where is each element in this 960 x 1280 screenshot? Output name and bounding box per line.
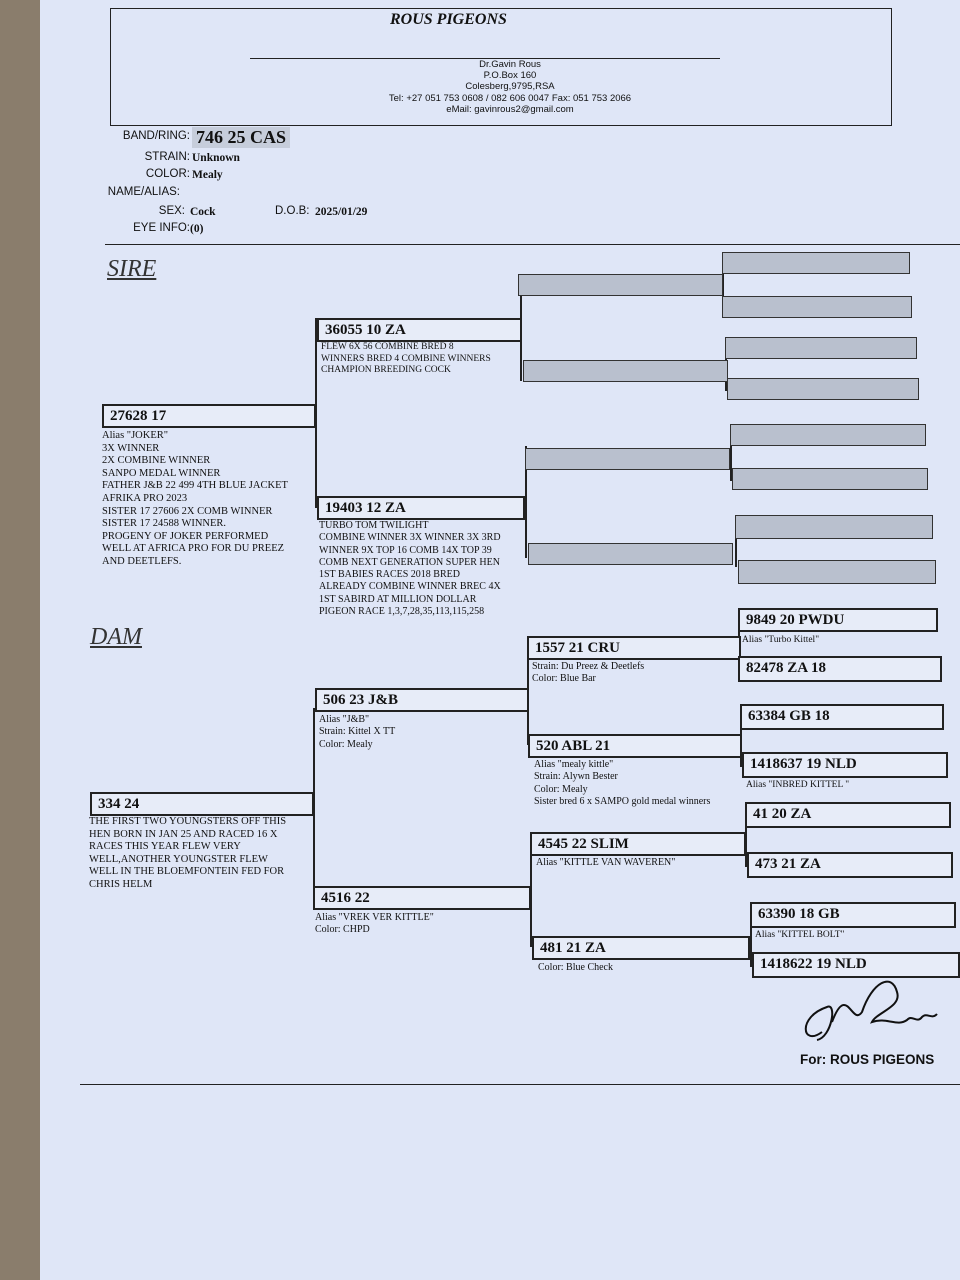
pedigree-sheet xyxy=(40,0,960,1280)
dam-fm-band-box: 520 ABL 21 xyxy=(528,734,742,758)
empty-ancestor-box xyxy=(722,252,910,274)
eye-label: EYE INFO: xyxy=(133,222,190,234)
contact-address-2: Colesberg,9795,RSA xyxy=(465,81,555,93)
dam-ffm-band-box: 82478 ZA 18 xyxy=(738,656,942,682)
contact-name: Dr.Gavin Rous xyxy=(479,59,541,70)
strain-label: STRAIN: xyxy=(144,151,190,163)
sire-father-notes: FLEW 6X 56 COMBINE BRED 8 WINNERS BRED 4 COMBINE WINNERS CHAMPION BREEDING COCK xyxy=(321,342,491,375)
dam-fmm-notes: Alias "INBRED KITTEL " xyxy=(746,780,850,790)
sire-mother-band-box: 19403 12 ZA xyxy=(317,496,525,520)
dob-value: 2025/01/29 xyxy=(315,206,368,218)
strain-value: Unknown xyxy=(192,152,240,164)
dam-fmm-band-box: 1418637 19 NLD xyxy=(742,752,948,778)
empty-ancestor-box xyxy=(738,560,936,584)
sex-label: SEX: xyxy=(158,205,185,217)
info-divider xyxy=(105,244,960,245)
dam-mm-band-box: 481 21 ZA xyxy=(532,936,750,960)
dam-mm-notes: Color: Blue Check xyxy=(538,962,613,973)
dam-mother-band-box: 4516 22 xyxy=(313,886,531,910)
dob-label: D.O.B: xyxy=(275,205,310,217)
empty-ancestor-box xyxy=(528,543,733,565)
sire-father-band-box: 36055 10 ZA xyxy=(317,318,522,342)
contact-address-1: P.O.Box 160 xyxy=(483,70,537,82)
contact-email: eMail: gavinrous2@gmail.com xyxy=(446,103,574,115)
name-label: NAME/ALIAS: xyxy=(107,186,180,198)
dam-father-band-box: 506 23 J&B xyxy=(315,688,529,712)
empty-ancestor-box xyxy=(525,448,730,470)
dam-ff-notes: Strain: Du Preez & Deetlefs Color: Blue Bar xyxy=(532,661,645,685)
sire-mother-notes: TURBO TOM TWILIGHT COMBINE WINNER 3X WINNER 3X 3RD WINNER 9X TOP 16 COMB 14X TOP 39 COMB NEXT GENERATION SUPER HEN 1ST BABIES RACES 2018 BRED ALREADY COMBINE WINNER BREC 4X 1ST SABIRD AT MILLION DOLLAR PIGEON RACE 1,3,7,28,35,113,115,258 xyxy=(319,520,501,618)
empty-ancestor-box xyxy=(730,424,926,446)
eye-value: (0) xyxy=(190,223,204,235)
empty-ancestor-box xyxy=(518,274,723,296)
dam-mmf-band-box: 63390 18 GB xyxy=(750,902,956,928)
sex-value: Cock xyxy=(190,206,216,218)
empty-ancestor-box xyxy=(523,360,728,382)
footer-rule xyxy=(80,1084,960,1085)
sire-heading: SIRE xyxy=(107,256,157,282)
color-value: Mealy xyxy=(192,169,223,181)
dam-fff-notes: Alias "Turbo Kittel" xyxy=(742,635,820,645)
band-value: 746 25 CAS xyxy=(192,127,290,148)
for-rous-pigeons: For: ROUS PIGEONS xyxy=(800,1052,935,1067)
dam-band-box: 334 24 xyxy=(90,792,314,816)
dam-mmm-band-box: 1418622 19 NLD xyxy=(752,952,960,978)
dam-notes: THE FIRST TWO YOUNGSTERS OFF THIS HEN BORN IN JAN 25 AND RACED 16 X RACES THIS YEAR FLEW VERY WELL,ANOTHER YOUNGSTER FLEW WELL IN THE BLOEMFONTEIN FED FOR CHRIS HELM xyxy=(89,816,287,890)
dam-fm-notes: Alias "mealy kittle" Strain: Alywn Bester Color: Mealy Sister bred 6 x SAMPO gold medal winners xyxy=(534,759,711,807)
dam-father-notes: Alias "J&B" Strain: Kittel X TT Color: Mealy xyxy=(319,714,396,750)
dam-fmf-band-box: 63384 GB 18 xyxy=(740,704,944,730)
color-label: COLOR: xyxy=(145,168,190,180)
dam-mf-band-box: 4545 22 SLIM xyxy=(530,832,746,856)
empty-ancestor-box xyxy=(735,515,933,539)
dam-mfm-band-box: 473 21 ZA xyxy=(747,852,953,878)
signature xyxy=(792,962,952,1052)
empty-ancestor-box xyxy=(727,378,919,400)
empty-ancestor-box xyxy=(725,337,917,359)
company-name: ROUS PIGEONS xyxy=(390,11,507,28)
band-label: BAND/RING: xyxy=(122,130,190,142)
empty-ancestor-box xyxy=(722,296,912,318)
contact-block xyxy=(340,59,680,115)
dam-heading: DAM xyxy=(90,624,142,650)
dam-mff-band-box: 41 20 ZA xyxy=(745,802,951,828)
dam-mother-notes: Alias "VREK VER KITTLE" Color: CHPD xyxy=(315,912,434,936)
dam-mmf-notes: Alias "KITTEL BOLT" xyxy=(755,930,845,940)
dam-ff-band-box: 1557 21 CRU xyxy=(527,636,741,660)
contact-phone: Tel: +27 051 753 0608 / 082 606 0047 Fax: 051 753 2066 xyxy=(388,92,632,104)
dam-mf-notes: Alias "KITTLE VAN WAVEREN" xyxy=(536,857,676,868)
sire-notes: Alias "JOKER" 3X WINNER 2X COMBINE WINNER SANPO MEDAL WINNER FATHER J&B 22 499 4TH BLUE JACKET AFRIKA PRO 2023 SISTER 17 27606 2X COMB WINNER SISTER 17 24588 WINNER. PROGENY OF JOKER PERFORMED WELL AT AFRICA PRO FOR DU PREEZ AND DEETLEFS. xyxy=(102,430,288,567)
dam-fff-band-box: 9849 20 PWDU xyxy=(738,608,938,632)
empty-ancestor-box xyxy=(732,468,928,490)
sire-band-box: 27628 17 xyxy=(102,404,316,428)
